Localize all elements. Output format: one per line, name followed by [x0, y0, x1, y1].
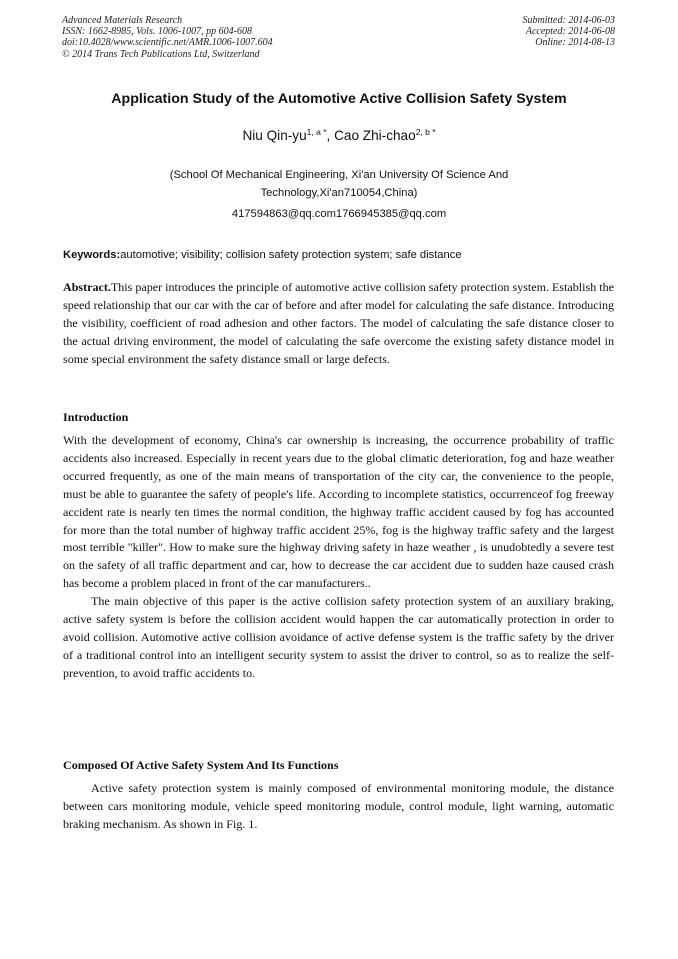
- author-2-affil-marker: 2, b *: [415, 127, 436, 137]
- journal-header: [62, 15, 273, 60]
- author-separator: ,: [326, 128, 335, 143]
- keywords: [63, 249, 623, 261]
- online-date: Online: 2014-08-13: [535, 37, 615, 49]
- journal-doi: doi:10.4028/www.scientific.net/AMR.1006-1007.604: [62, 37, 273, 49]
- submitted-date: Submitted: 2014-06-03: [522, 15, 615, 26]
- publication-dates: [523, 15, 616, 49]
- composition-section: [63, 780, 614, 834]
- introduction-paragraph-1: With the development of economy, China's car ownership is increasing, the occurrence probability of traffic accidents also increased. Especially in recent years due to the global climatic deterioration, fog and haze weather occurred frequently, as one of the main means of transportation of the city car, the convenience to the people, must be able to guarantee the safety of people's life. According to incomplete statistics, occurrenceof fog freeway accident rate is nearly ten times the normal condition, the highway traffic accident caused by fog has accounted for more than the total number of highway traffic accident 25%, fog is the highway traffic safety and the largest most terrible "killer". How to make sure the highway driving safety in haze weather , is unudobtedly a severe test on the safety of all traffic department and car, how to decrease the car accident due to sudden haze caused crash has become a problem placed in front of the car manufacturers..: [63, 433, 614, 591]
- author-1-affil-marker: 1, a *: [306, 127, 327, 137]
- composition-heading: Composed Of Active Safety System And Its Functions: [63, 758, 339, 772]
- abstract-label: Abstract.: [63, 280, 111, 294]
- journal-copyright: © 2014 Trans Tech Publications Ltd, Switzerland: [62, 48, 260, 60]
- paper-title: Application Study of the Automotive Active Collision Safety System: [111, 91, 567, 107]
- author-1: Niu Qin-yu: [242, 128, 307, 143]
- author-line: [0, 128, 678, 143]
- introduction-paragraph-2: The main objective of this paper is the active collision safety protection system of an auxiliary braking, active safety system is before the collision accident would happen the car automatically protection in order to avoid collision. Automotive active collision avoidance of active defense system is the traffic safety by the driver of a traditional control into an intelligent security system to assist the driver to control, so as to realize the self-prevention, to avoid traffic accidents to.: [63, 594, 614, 680]
- journal-issn: ISSN: 1662-8985, Vols. 1006-1007, pp 604-608: [62, 26, 252, 38]
- author-emails: 417594863@qq.com1766945385@qq.com: [231, 208, 447, 220]
- affiliation-line-2: Technology,Xi'an710054,China): [260, 187, 418, 199]
- abstract: [63, 279, 614, 369]
- composition-paragraph-1: Active safety protection system is mainly composed of environmental monitoring module, the distance between cars monitoring module, vehicle speed monitoring module, control module, light warning, automatic braking mechanism. As shown in Fig. 1.: [63, 781, 614, 831]
- keywords-label: Keywords:: [63, 249, 121, 261]
- keywords-text: automotive; visibility; collision safety protection system; safe distance: [120, 249, 462, 261]
- abstract-text: This paper introduces the principle of automotive active collision safety protection system. Establish the speed relationship that our car with the car of before and after model for calculating the safe distance. Introducing the visibility, coefficient of road adhesion and other factors. The model of calculating the safe distance closer to the actual driving environment, the model of calculating the safe overcome the existing safety distance model in some special environment the safety distance small or large defects.: [63, 280, 614, 366]
- affiliation-line-1: (School Of Mechanical Engineering, Xi'an University Of Science And: [169, 169, 509, 181]
- introduction-heading: Introduction: [63, 410, 129, 424]
- journal-name: Advanced Materials Research: [62, 15, 183, 26]
- affiliation: [120, 166, 558, 202]
- introduction-section: [63, 432, 614, 683]
- accepted-date: Accepted: 2014-06-08: [525, 26, 615, 38]
- author-2: Cao Zhi-chao: [334, 128, 416, 143]
